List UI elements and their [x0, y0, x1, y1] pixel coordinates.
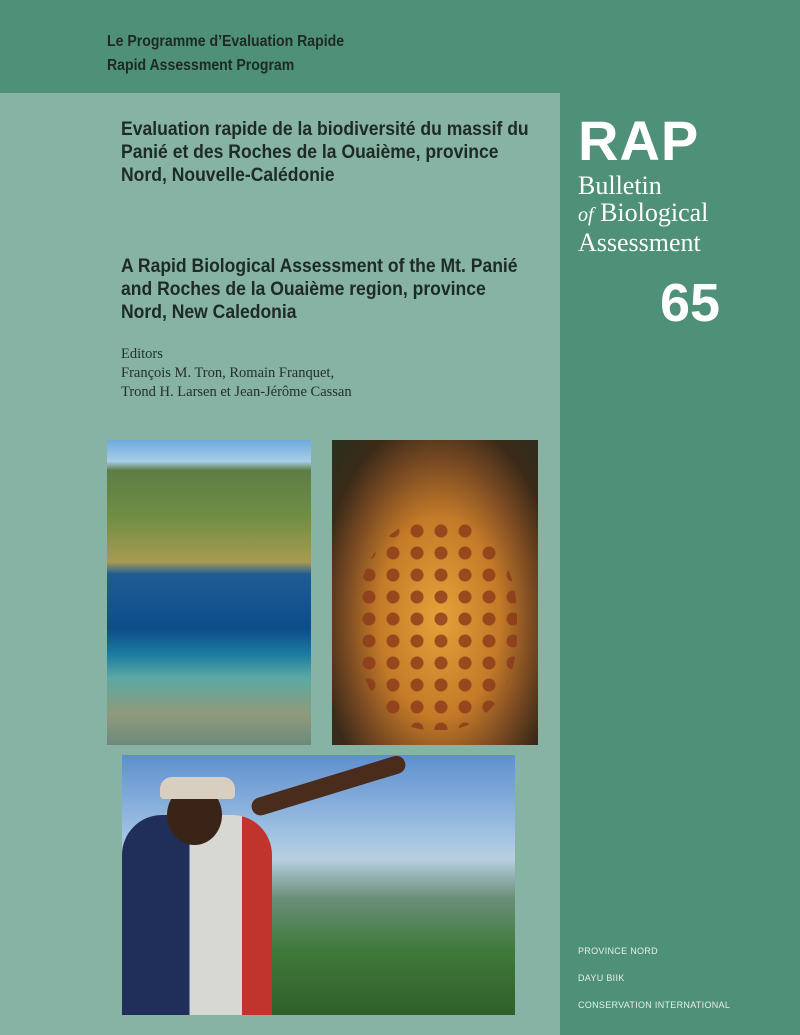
editors-line-1: François M. Tron, Romain Franquet, — [121, 365, 335, 381]
partner-province-nord: PROVINCE NORD — [578, 946, 658, 956]
program-fr: Le Programme d’Evaluation Rapide — [107, 33, 345, 50]
editors-label: Editors — [121, 346, 163, 362]
photo-pandanus-fruit — [332, 440, 538, 745]
rap-logo: RAP — [578, 109, 700, 172]
header-band — [0, 0, 800, 93]
photo-field-team — [122, 755, 515, 1015]
bulletin-word: Bulletin — [578, 171, 662, 200]
bulletin-title — [578, 172, 708, 256]
of-word: of — [578, 204, 594, 226]
biological-word: Biological — [600, 198, 709, 227]
partner-conservation-international: CONSERVATION INTERNATIONAL — [578, 1000, 731, 1010]
title-french: Evaluation rapide de la biodiversité du massif du Panié et des Roches de la Ouaième, province Nord, Nouvelle-Calédonie — [121, 118, 529, 186]
partner-dayu-biik: DAYU BIIK — [578, 973, 625, 983]
bulletin-number: 65 — [660, 273, 721, 333]
editors-line-2: Trond H. Larsen et Jean-Jérôme Cassan — [121, 384, 352, 400]
editors — [121, 345, 352, 402]
program-en: Rapid Assessment Program — [107, 57, 295, 74]
title-english: A Rapid Biological Assessment of the Mt. Panié and Roches de la Ouaième region, province Nord, New Caledonia — [121, 255, 518, 323]
assessment-word: Assessment — [578, 228, 701, 257]
photo-coastline — [107, 440, 311, 745]
partner-list — [578, 938, 730, 1019]
series-name — [107, 30, 344, 78]
